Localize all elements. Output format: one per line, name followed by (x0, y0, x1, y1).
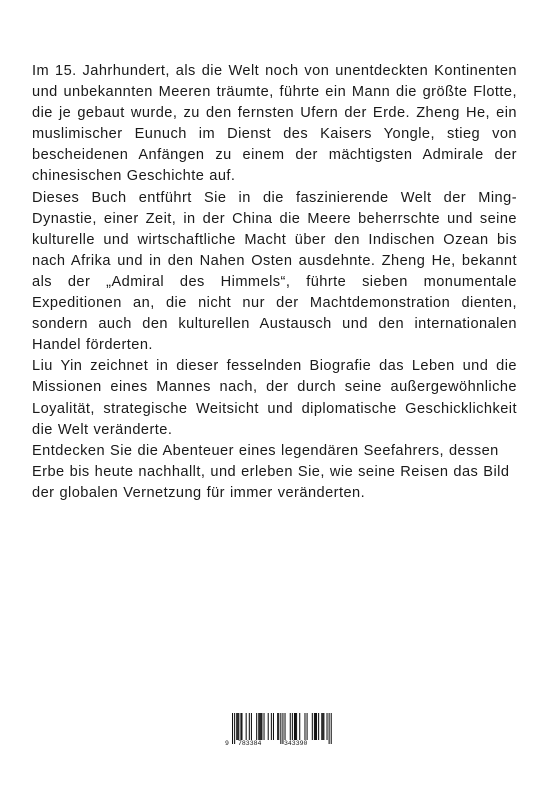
barcode-bar (277, 713, 278, 740)
blurb-paragraph: Im 15. Jahrhundert, als die Welt noch von unentdeckten Kontinenten und unbekannten Meeren träumte, führte ein Mann die größte Flotte, die je gebaut wurde, zu den fernsten Ufern der Erde. Zheng He, ein muslimischer Eunuch im Dienst des Kaisers Yongle, stieg von bescheidenen Anfängen zu einem der mächtigsten Admirale der chinesischen Geschichte auf. (32, 63, 517, 185)
barcode-bar (258, 713, 259, 740)
barcode-bar (238, 713, 239, 740)
blurb-paragraph: Dieses Buch entführt Sie in die faszinierende Welt der Ming-Dynastie, einer Zeit, in der China die Meere beherrschte und seine kulturelle und wirtschaftliche Macht über den Indischen Ozean bis nach Afrika und in den Nahen Osten ausdehnte. Zheng He, bekannt als der „Admiral des Himmels“, führte sieben monumentale Expeditionen an, die nicht nur der Machtdemonstration dienten, sondern auch den kulturellen Austausch und den internationalen Handel förderten. (32, 189, 517, 354)
barcode-bar (315, 713, 316, 740)
barcode-bar (307, 713, 308, 740)
barcode-bar (327, 713, 328, 740)
back-cover-blurb (32, 61, 517, 504)
barcode-bar (323, 713, 324, 740)
barcode-bar (294, 713, 295, 740)
barcode-bar (241, 713, 242, 740)
barcode-bar (299, 713, 300, 740)
barcode-bar (312, 713, 313, 740)
barcode-bar (246, 713, 247, 740)
barcode-bar (321, 713, 322, 740)
isbn-barcode (224, 711, 336, 747)
isbn-left-group: 783384 (238, 740, 262, 747)
blurb-paragraph: Entdecken Sie die Abenteuer eines legendären Seefahrers, dessen Erbe bis heute nachhallt, und erleben Sie, wie seine Reisen das Bild der globalen Vernetzung für immer veränderten. (32, 442, 510, 501)
barcode-bar (261, 713, 262, 740)
isbn-digits (224, 740, 336, 748)
barcode-bar (292, 713, 293, 740)
barcode-bar (316, 713, 317, 740)
barcode-bar (278, 713, 279, 740)
barcode-bar (314, 713, 315, 740)
barcode-bar (273, 713, 274, 740)
barcode-bar (271, 713, 272, 740)
barcode-bar (256, 713, 257, 740)
barcode-bar (268, 713, 269, 740)
barcode-bar (304, 713, 305, 740)
isbn-right-group: 343390 (284, 740, 308, 747)
barcode-bar (237, 713, 238, 740)
barcode-bar (285, 713, 286, 740)
barcode-bar (260, 713, 261, 740)
barcode-bar (236, 713, 237, 740)
barcode-bar (249, 713, 250, 740)
barcode-bar (318, 713, 319, 740)
barcode-bar (240, 713, 241, 740)
isbn-first-digit: 9 (225, 740, 229, 747)
barcode-bar (295, 713, 296, 740)
barcode-bar (251, 713, 252, 740)
barcode-bar (290, 713, 291, 740)
barcode-bar (264, 713, 265, 740)
barcode-bar (296, 713, 297, 740)
blurb-paragraph: Liu Yin zeichnet in dieser fesselnden Biografie das Leben und die Missionen eines Mannes nach, der durch seine außergewöhnliche Loyalität, strategische Weitsicht und diplomatische Geschicklichkeit die Welt veränderte. (32, 358, 517, 438)
barcode-bar (322, 713, 323, 740)
barcode-bar (259, 713, 260, 740)
